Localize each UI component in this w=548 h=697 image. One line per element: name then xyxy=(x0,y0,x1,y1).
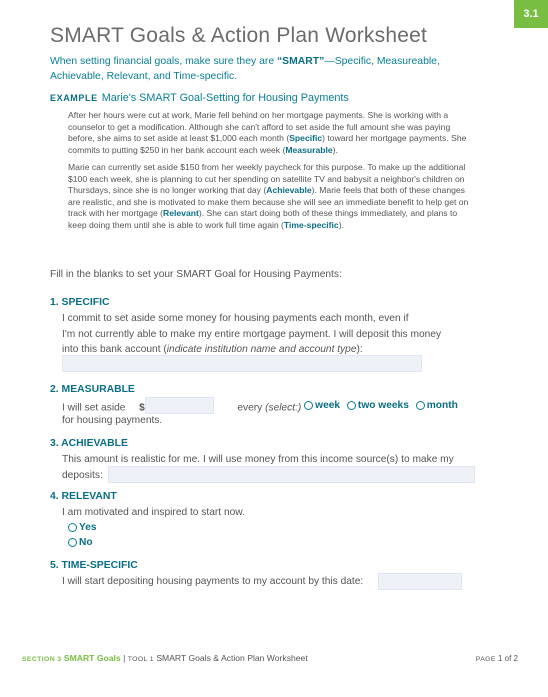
option-two-weeks[interactable]: two weeks xyxy=(347,398,409,414)
measurable-heading: 2. MEASURABLE xyxy=(50,384,135,395)
specific-heading: 1. SPECIFIC xyxy=(50,297,110,308)
example-tag: EXAMPLE xyxy=(50,93,98,103)
measurable-line: I will set aside $ every (select:) week two weeks month xyxy=(62,400,458,414)
section-badge: 3.1 xyxy=(514,0,548,28)
measurable-suffix: for housing payments. xyxy=(62,415,163,426)
example-paragraph-2: Marie can currently set aside $150 from her weekly paycheck for this purpose. To make up the additional $100 each week, she is planning to cut her spending on satellite TV and babysit a neighbor's children on Thursdays, since she is no longer working that day (Achievable). Marie feels that both of these changes are realistic, and she is motivated to make them because she will see an immediate benefit to help get on track with her mortgage (Relevant). She can start doing both of these things immediately, and plans to keep doing them until she is able to work full time again (Time-specific). xyxy=(68,162,469,230)
footer: SECTION 3 SMART Goals | TOOL 1 SMART Goals & Action Plan Worksheet xyxy=(22,653,308,663)
achievable-text: This amount is realistic for me. I will use money from this income source(s) to make my deposits: xyxy=(62,454,454,481)
example-title: Marie's SMART Goal-Setting for Housing Payments xyxy=(101,92,349,104)
option-week[interactable]: week xyxy=(304,398,340,414)
fill-in-instructions: Fill in the blanks to set your SMART Goal for Housing Payments: xyxy=(50,269,342,280)
start-date-field[interactable] xyxy=(378,573,462,590)
example-paragraph-1: After her hours were cut at work, Marie fell behind on her mortgage payments. She is working with a counselor to get a modification. Although she can't afford to set aside the full amount she was paying before, she aims to set aside at least $1,000 each month (Specific) toward her mortgage payments. She commits to putting $250 in her bank account each week (Measurable). xyxy=(68,110,467,155)
radio-circle-icon xyxy=(304,401,313,410)
radio-circle-icon xyxy=(68,538,77,547)
option-yes[interactable]: Yes xyxy=(68,520,97,536)
example-heading xyxy=(50,92,349,104)
radio-circle-icon xyxy=(416,401,425,410)
intro-text: When setting financial goals, make sure they are “SMART”—Specific, Measureable, Achievable, Relevant, and Time-specific. xyxy=(50,56,440,82)
amount-field[interactable] xyxy=(145,397,214,414)
page-title: SMART Goals & Action Plan Worksheet xyxy=(50,24,428,47)
page-number: PAGE 1 of 2 xyxy=(475,654,518,663)
radio-circle-icon xyxy=(347,401,356,410)
option-no[interactable]: No xyxy=(68,535,93,551)
time-specific-text: I will start depositing housing payments to my account by this date: xyxy=(62,576,364,587)
radio-circle-icon xyxy=(68,523,77,532)
specific-text: I commit to set aside some money for housing payments each month, even if I'm not currently able to make my entire mortgage payment. I will deposit this money into this bank account (indicate institution name and account type): xyxy=(62,313,442,355)
bank-account-field[interactable] xyxy=(62,355,422,372)
relevant-heading: 4. RELEVANT xyxy=(50,491,117,502)
income-source-field[interactable] xyxy=(108,466,475,483)
currency-sign: $ xyxy=(139,402,145,414)
time-specific-heading: 5. TIME-SPECIFIC xyxy=(50,560,138,571)
option-month[interactable]: month xyxy=(416,398,458,414)
achievable-heading: 3. ACHIEVABLE xyxy=(50,438,128,449)
relevant-text: I am motivated and inspired to start now. xyxy=(62,507,245,518)
